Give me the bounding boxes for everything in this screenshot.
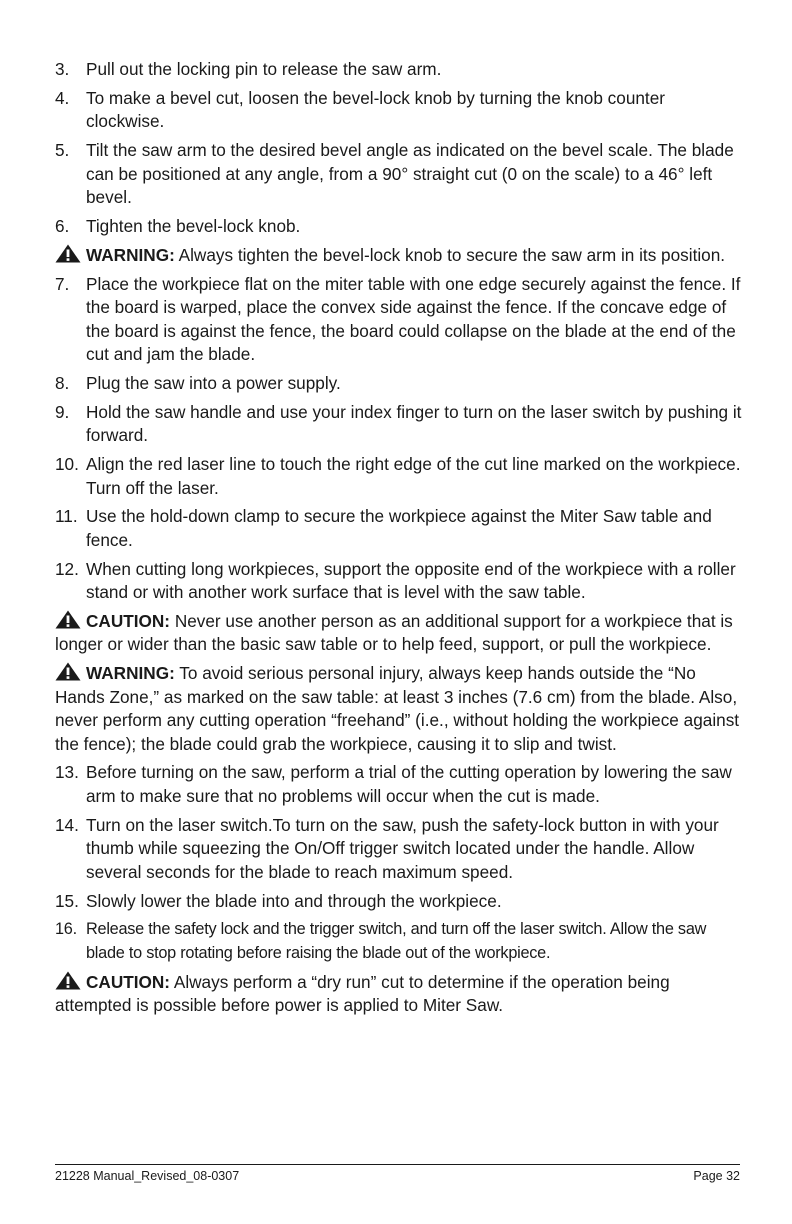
notice-label: CAUTION:: [86, 611, 171, 632]
step-number: 10.: [55, 454, 79, 475]
step-number: 8.: [55, 372, 70, 393]
warning-notice: [55, 662, 745, 756]
step-10: [55, 453, 745, 500]
step-text: Slowly lower the blade into and through the workpiece.: [86, 890, 502, 911]
caution-notice: [55, 610, 745, 657]
footer-divider: [55, 1164, 740, 1165]
warning-icon: [55, 662, 81, 681]
warning-icon: [55, 971, 81, 990]
page-footer: [55, 1169, 740, 1183]
notice-text: To avoid serious personal injury, always keep hands outside the “No Hands Zone,” as marked on the saw table: at least 3 inches (7.6 cm) from the blade. Also, never perform any cutting operation “freehand” (i.e., without holding the workpiece against the fence); the blade could grab the workpiece, causing it to slip and twist.: [55, 663, 740, 754]
step-6: [55, 215, 745, 238]
step-text: Before turning on the saw, perform a trial of the cutting operation by lowering the saw arm to make sure that no problems will occur when the cut is made.: [86, 762, 732, 806]
step-text: Use the hold-down clamp to secure the workpiece against the Miter Saw table and fence.: [86, 506, 712, 550]
step-13: [55, 761, 745, 808]
step-number: 14.: [55, 814, 79, 835]
step-text: To make a bevel cut, loosen the bevel-lock knob by turning the knob counter clockwise.: [86, 87, 665, 132]
step-number: 4.: [55, 87, 70, 108]
warning-icon: [55, 610, 81, 629]
step-4: [55, 87, 745, 134]
step-7: [55, 273, 745, 367]
step-number: 5.: [55, 140, 70, 161]
step-number: 3.: [55, 59, 70, 79]
footer-document-id: 21228 Manual_Revised_08-0307: [55, 1169, 240, 1183]
step-16: [55, 918, 745, 965]
step-text: Tighten the bevel-lock knob.: [86, 215, 301, 236]
step-number: 7.: [55, 273, 70, 294]
step-number: 16.: [55, 920, 77, 939]
step-9: [55, 401, 745, 448]
warning-notice: [55, 244, 745, 267]
step-text: Tilt the saw arm to the desired bevel angle as indicated on the bevel scale. The blade can be positioned at any angle, from a 90° straight cut (0 on the scale) to a 46° left bevel.: [86, 140, 734, 208]
step-11: [55, 505, 745, 552]
notice-label: WARNING:: [86, 663, 175, 684]
step-number: 13.: [55, 762, 79, 783]
step-number: 9.: [55, 401, 70, 422]
step-text: Hold the saw handle and use your index finger to turn on the laser switch by pushing it forward.: [86, 401, 742, 446]
caution-notice: [55, 971, 745, 1018]
step-12: [55, 558, 745, 605]
page-number: Page 32: [693, 1169, 740, 1183]
warning-icon: [55, 244, 81, 263]
notice-text: Never use another person as an additional support for a workpiece that is longer or wider than the basic saw table or to help feed, support, or pull the workpiece.: [55, 611, 733, 655]
notice-label: CAUTION:: [86, 971, 171, 992]
page-content: [55, 58, 745, 1023]
notice-text: Always tighten the bevel-lock knob to secure the saw arm in its position.: [178, 244, 726, 265]
step-text: Place the workpiece flat on the miter table with one edge securely against the fence. If the board is warped, place the convex side against the fence. If the concave edge of the board is against the fence, the board could collapse on the blade at the end of the cut and jam the blade.: [86, 273, 741, 364]
step-text: When cutting long workpieces, support the opposite end of the workpiece with a roller stand or with another work surface that is level with the saw table.: [86, 558, 736, 603]
step-text: Release the safety lock and the trigger switch, and turn off the laser switch. Allow the saw blade to stop rotating before raising the blade out of the workpiece.: [86, 920, 707, 962]
notice-label: WARNING:: [86, 244, 175, 265]
step-number: 15.: [55, 890, 79, 911]
step-3: [55, 58, 745, 81]
step-5: [55, 139, 745, 209]
step-15: [55, 890, 745, 913]
step-number: 12.: [55, 558, 79, 579]
step-text: Pull out the locking pin to release the saw arm.: [86, 59, 442, 79]
step-text: Align the red laser line to touch the right edge of the cut line marked on the workpiece. Turn off the laser.: [86, 454, 741, 498]
step-number: 11.: [55, 506, 78, 527]
step-14: [55, 814, 745, 884]
step-number: 6.: [55, 215, 70, 236]
step-text: Turn on the laser switch.To turn on the saw, push the safety-lock button in with your thumb while squeezing the On/Off trigger switch located under the handle. Allow several seconds for the blade to reach maximum speed.: [86, 814, 719, 882]
notice-text: Always perform a “dry run” cut to determine if the operation being attempted is possible before power is applied to Miter Saw.: [55, 971, 670, 1016]
step-text: Plug the saw into a power supply.: [86, 372, 341, 393]
step-8: [55, 372, 745, 395]
